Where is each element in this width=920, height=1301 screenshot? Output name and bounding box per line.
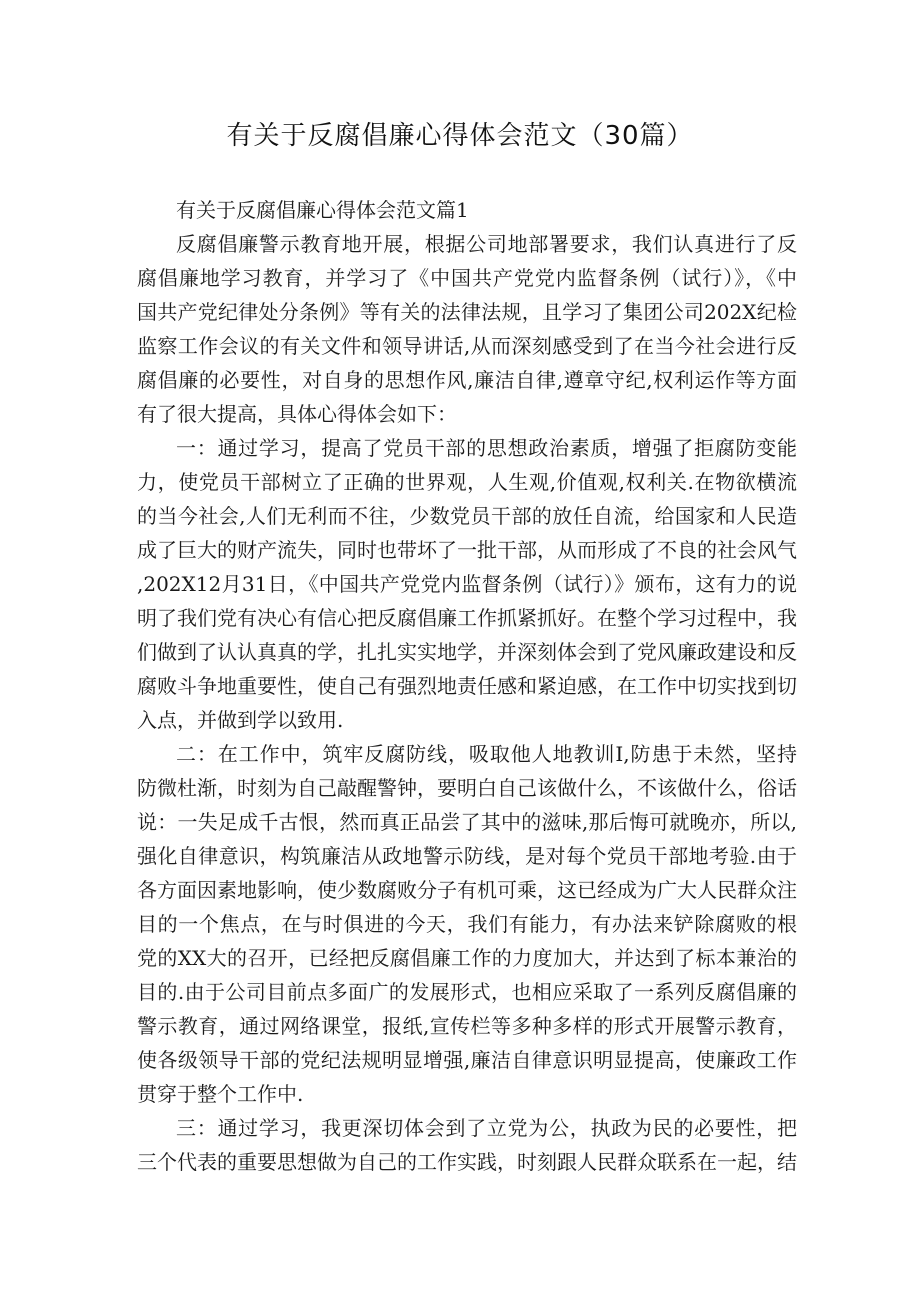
text-line: 反腐倡廉警示教育地开展，根据公司地部署要求，我们认真进行了反 (176, 232, 797, 256)
document-title: 有关于反腐倡廉心得体会范文（30篇） (226, 121, 694, 151)
text-line: 防微杜渐，时刻为自己敲醒警钟，要明白自己该做什么，不该做什么，俗话 (137, 776, 797, 800)
text-line: 国共产党纪律处分条例》等有关的法律法规，且学习了集团公司202X纪检 (137, 300, 797, 324)
text-line: 监察工作会议的有关文件和领导讲话,从而深刻感受到了在当今社会进行反 (137, 334, 797, 358)
text-line: 们做到了认认真真的学，扎扎实实地学，并深刻体会到了党风廉政建设和反 (137, 640, 797, 664)
text-line: 有了很大提高，具体心得体会如下： (137, 402, 457, 426)
text-line: 目的.由于公司目前点多面广的发展形式，也相应采取了一系列反腐倡廉的 (137, 980, 797, 1004)
text-line: 成了巨大的财产流失，同时也带坏了一批干部，从而形成了不良的社会风气 (137, 538, 797, 562)
text-line: 腐倡廉地学习教育，并学习了《中国共产党党内监督条例（试行）》，《中 (137, 266, 797, 290)
text-line: 三个代表的重要思想做为自己的工作实践，时刻跟人民群众联系在一起，结 (137, 1150, 797, 1174)
text-line: 入点，并做到学以致用. (137, 708, 344, 732)
text-line: 说：一失足成千古恨，然而真正品尝了其中的滋味,那后悔可就晚亦，所以, (137, 810, 797, 834)
text-line: 明了我们党有决心有信心把反腐倡廉工作抓紧抓好。在整个学习过程中，我 (137, 606, 797, 630)
text-line: 力，使党员干部树立了正确的世界观，人生观,价值观,权利关.在物欲横流 (137, 470, 797, 494)
text-line: ,202X12月31日，《中国共产党党内监督条例（试行）》颁布，这有力的说 (137, 572, 797, 596)
text-line: 腐倡廉的必要性，对自身的思想作风,廉洁自律,遵章守纪,权利运作等方面 (137, 368, 797, 392)
text-line: 各方面因素地影响，使少数腐败分子有机可乘，这已经成为广大人民群众注 (137, 878, 797, 902)
text-line: 一：通过学习，提高了党员干部的思想政治素质，增强了拒腐防变能 (176, 436, 797, 460)
text-line: 目的一个焦点，在与时俱进的今天，我们有能力，有办法来铲除腐败的根 (137, 912, 797, 936)
text-line: 党的XX大的召开，已经把反腐倡廉工作的力度加大，并达到了标本兼治的 (137, 946, 797, 970)
text-line: 的当今社会,人们无利而不往，少数党员干部的放任自流，给国家和人民造 (137, 504, 797, 528)
text-line: 二：在工作中，筑牢反腐防线，吸取他人地教训I,防患于未然，坚持 (176, 742, 797, 766)
text-line: 使各级领导干部的党纪法规明显增强,廉洁自律意识明显提高，使廉政工作 (137, 1048, 797, 1072)
text-line: 强化自律意识，构筑廉洁从政地警示防线，是对每个党员干部地考验.由于 (137, 844, 797, 868)
text-line: 警示教育，通过网络课堂，报纸,宣传栏等多种多样的形式开展警示教育， (137, 1014, 797, 1038)
text-line: 腐败斗争地重要性，使自己有强烈地责任感和紧迫感，在工作中切实找到切 (137, 674, 797, 698)
text-line: 三：通过学习，我更深切体会到了立党为公，执政为民的必要性，把 (176, 1116, 797, 1140)
section-heading: 有关于反腐倡廉心得体会范文篇1 (176, 198, 469, 222)
text-line: 贯穿于整个工作中. (137, 1082, 304, 1106)
